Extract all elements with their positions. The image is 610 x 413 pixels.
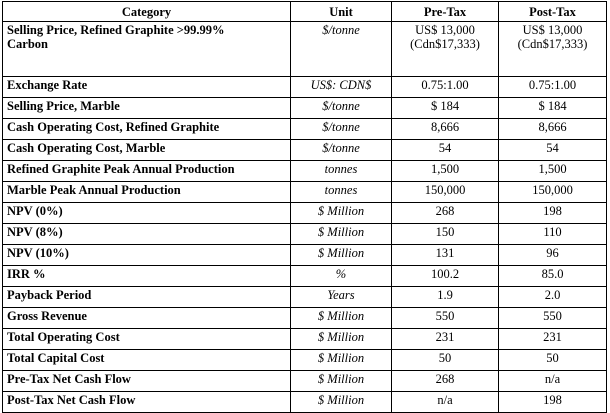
category-cell: Marble Peak Annual Production	[3, 182, 291, 203]
pre-tax-cell: 231	[392, 329, 499, 350]
pre-tax-cell: 268	[392, 371, 499, 392]
table-row	[3, 77, 607, 98]
post-tax-cell: 8,666	[499, 119, 607, 140]
post-tax-cell: 231	[499, 329, 607, 350]
category-cell: IRR %	[3, 266, 291, 287]
pre-tax-cell	[392, 22, 499, 77]
table-row	[3, 22, 607, 77]
post-tax-cdn: (Cdn$17,333)	[517, 37, 588, 51]
post-tax-cell: 85.0	[499, 266, 607, 287]
unit-cell: $/tonne	[291, 119, 392, 140]
post-tax-cell: 150,000	[499, 182, 607, 203]
table-row	[3, 245, 607, 266]
table-row	[3, 98, 607, 119]
pre-tax-cell: 1,500	[392, 161, 499, 182]
header-unit: Unit	[291, 2, 392, 22]
category-cell: Total Operating Cost	[3, 329, 291, 350]
unit-cell: $/tonne	[291, 98, 392, 119]
unit-cell: Years	[291, 287, 392, 308]
post-tax-cell: 110	[499, 224, 607, 245]
category-line: Selling Price, Refined Graphite >99.99%	[7, 23, 225, 37]
unit-cell: $ Million	[291, 392, 392, 413]
pre-tax-cell: 50	[392, 350, 499, 371]
pre-tax-cell: 8,666	[392, 119, 499, 140]
table-row	[3, 119, 607, 140]
table-row	[3, 182, 607, 203]
unit-cell: $ Million	[291, 350, 392, 371]
pre-tax-usd: US$ 13,000	[415, 23, 475, 37]
category-cell: Gross Revenue	[3, 308, 291, 329]
category-cell: NPV (10%)	[3, 245, 291, 266]
header-post-tax: Post-Tax	[499, 2, 607, 22]
pre-tax-cell: 54	[392, 140, 499, 161]
unit-cell: $ Million	[291, 329, 392, 350]
economics-table	[2, 1, 607, 413]
unit-cell: $ Million	[291, 371, 392, 392]
unit-cell: tonnes	[291, 182, 392, 203]
pre-tax-cell: 268	[392, 203, 499, 224]
post-tax-cell: 96	[499, 245, 607, 266]
category-cell: Cash Operating Cost, Marble	[3, 140, 291, 161]
category-cell: Exchange Rate	[3, 77, 291, 98]
table-header-row	[3, 2, 607, 22]
post-tax-cell: 198	[499, 392, 607, 413]
pre-tax-cell: 0.75:1.00	[392, 77, 499, 98]
pre-tax-cell: $ 184	[392, 98, 499, 119]
category-line: Carbon	[7, 37, 48, 51]
category-cell: NPV (0%)	[3, 203, 291, 224]
post-tax-cell: 198	[499, 203, 607, 224]
post-tax-cell: 0.75:1.00	[499, 77, 607, 98]
table-row	[3, 203, 607, 224]
category-cell: Payback Period	[3, 287, 291, 308]
table-row	[3, 392, 607, 413]
pre-tax-cdn: (Cdn$17,333)	[410, 37, 480, 51]
unit-cell: US$: CDN$	[291, 77, 392, 98]
category-cell: Cash Operating Cost, Refined Graphite	[3, 119, 291, 140]
unit-cell: %	[291, 266, 392, 287]
table-row	[3, 140, 607, 161]
unit-cell: tonnes	[291, 161, 392, 182]
pre-tax-cell: n/a	[392, 392, 499, 413]
table-row	[3, 308, 607, 329]
post-tax-cell: 2.0	[499, 287, 607, 308]
post-tax-cell	[499, 22, 607, 77]
unit-cell: $ Million	[291, 308, 392, 329]
post-tax-cell: 550	[499, 308, 607, 329]
unit-cell: $ Million	[291, 224, 392, 245]
category-cell: Post-Tax Net Cash Flow	[3, 392, 291, 413]
header-category: Category	[3, 2, 291, 22]
pre-tax-cell: 100.2	[392, 266, 499, 287]
table-row	[3, 287, 607, 308]
category-cell: Pre-Tax Net Cash Flow	[3, 371, 291, 392]
table-row	[3, 161, 607, 182]
post-tax-cell: n/a	[499, 371, 607, 392]
header-pre-tax: Pre-Tax	[392, 2, 499, 22]
table-row	[3, 371, 607, 392]
post-tax-cell: 54	[499, 140, 607, 161]
unit-cell: $/tonne	[291, 22, 392, 77]
pre-tax-cell: 550	[392, 308, 499, 329]
unit-cell: $ Million	[291, 245, 392, 266]
post-tax-cell: 50	[499, 350, 607, 371]
category-cell: NPV (8%)	[3, 224, 291, 245]
table-row	[3, 224, 607, 245]
category-cell: Selling Price, Marble	[3, 98, 291, 119]
pre-tax-cell: 131	[392, 245, 499, 266]
pre-tax-cell: 1.9	[392, 287, 499, 308]
post-tax-cell: $ 184	[499, 98, 607, 119]
table-row	[3, 266, 607, 287]
pre-tax-cell: 150,000	[392, 182, 499, 203]
post-tax-usd: US$ 13,000	[522, 23, 583, 37]
pre-tax-cell: 150	[392, 224, 499, 245]
category-cell: Total Capital Cost	[3, 350, 291, 371]
category-cell: Refined Graphite Peak Annual Production	[3, 161, 291, 182]
category-cell	[3, 22, 291, 77]
unit-cell: $ Million	[291, 203, 392, 224]
unit-cell: $/tonne	[291, 140, 392, 161]
table-row	[3, 329, 607, 350]
table-row	[3, 350, 607, 371]
post-tax-cell: 1,500	[499, 161, 607, 182]
